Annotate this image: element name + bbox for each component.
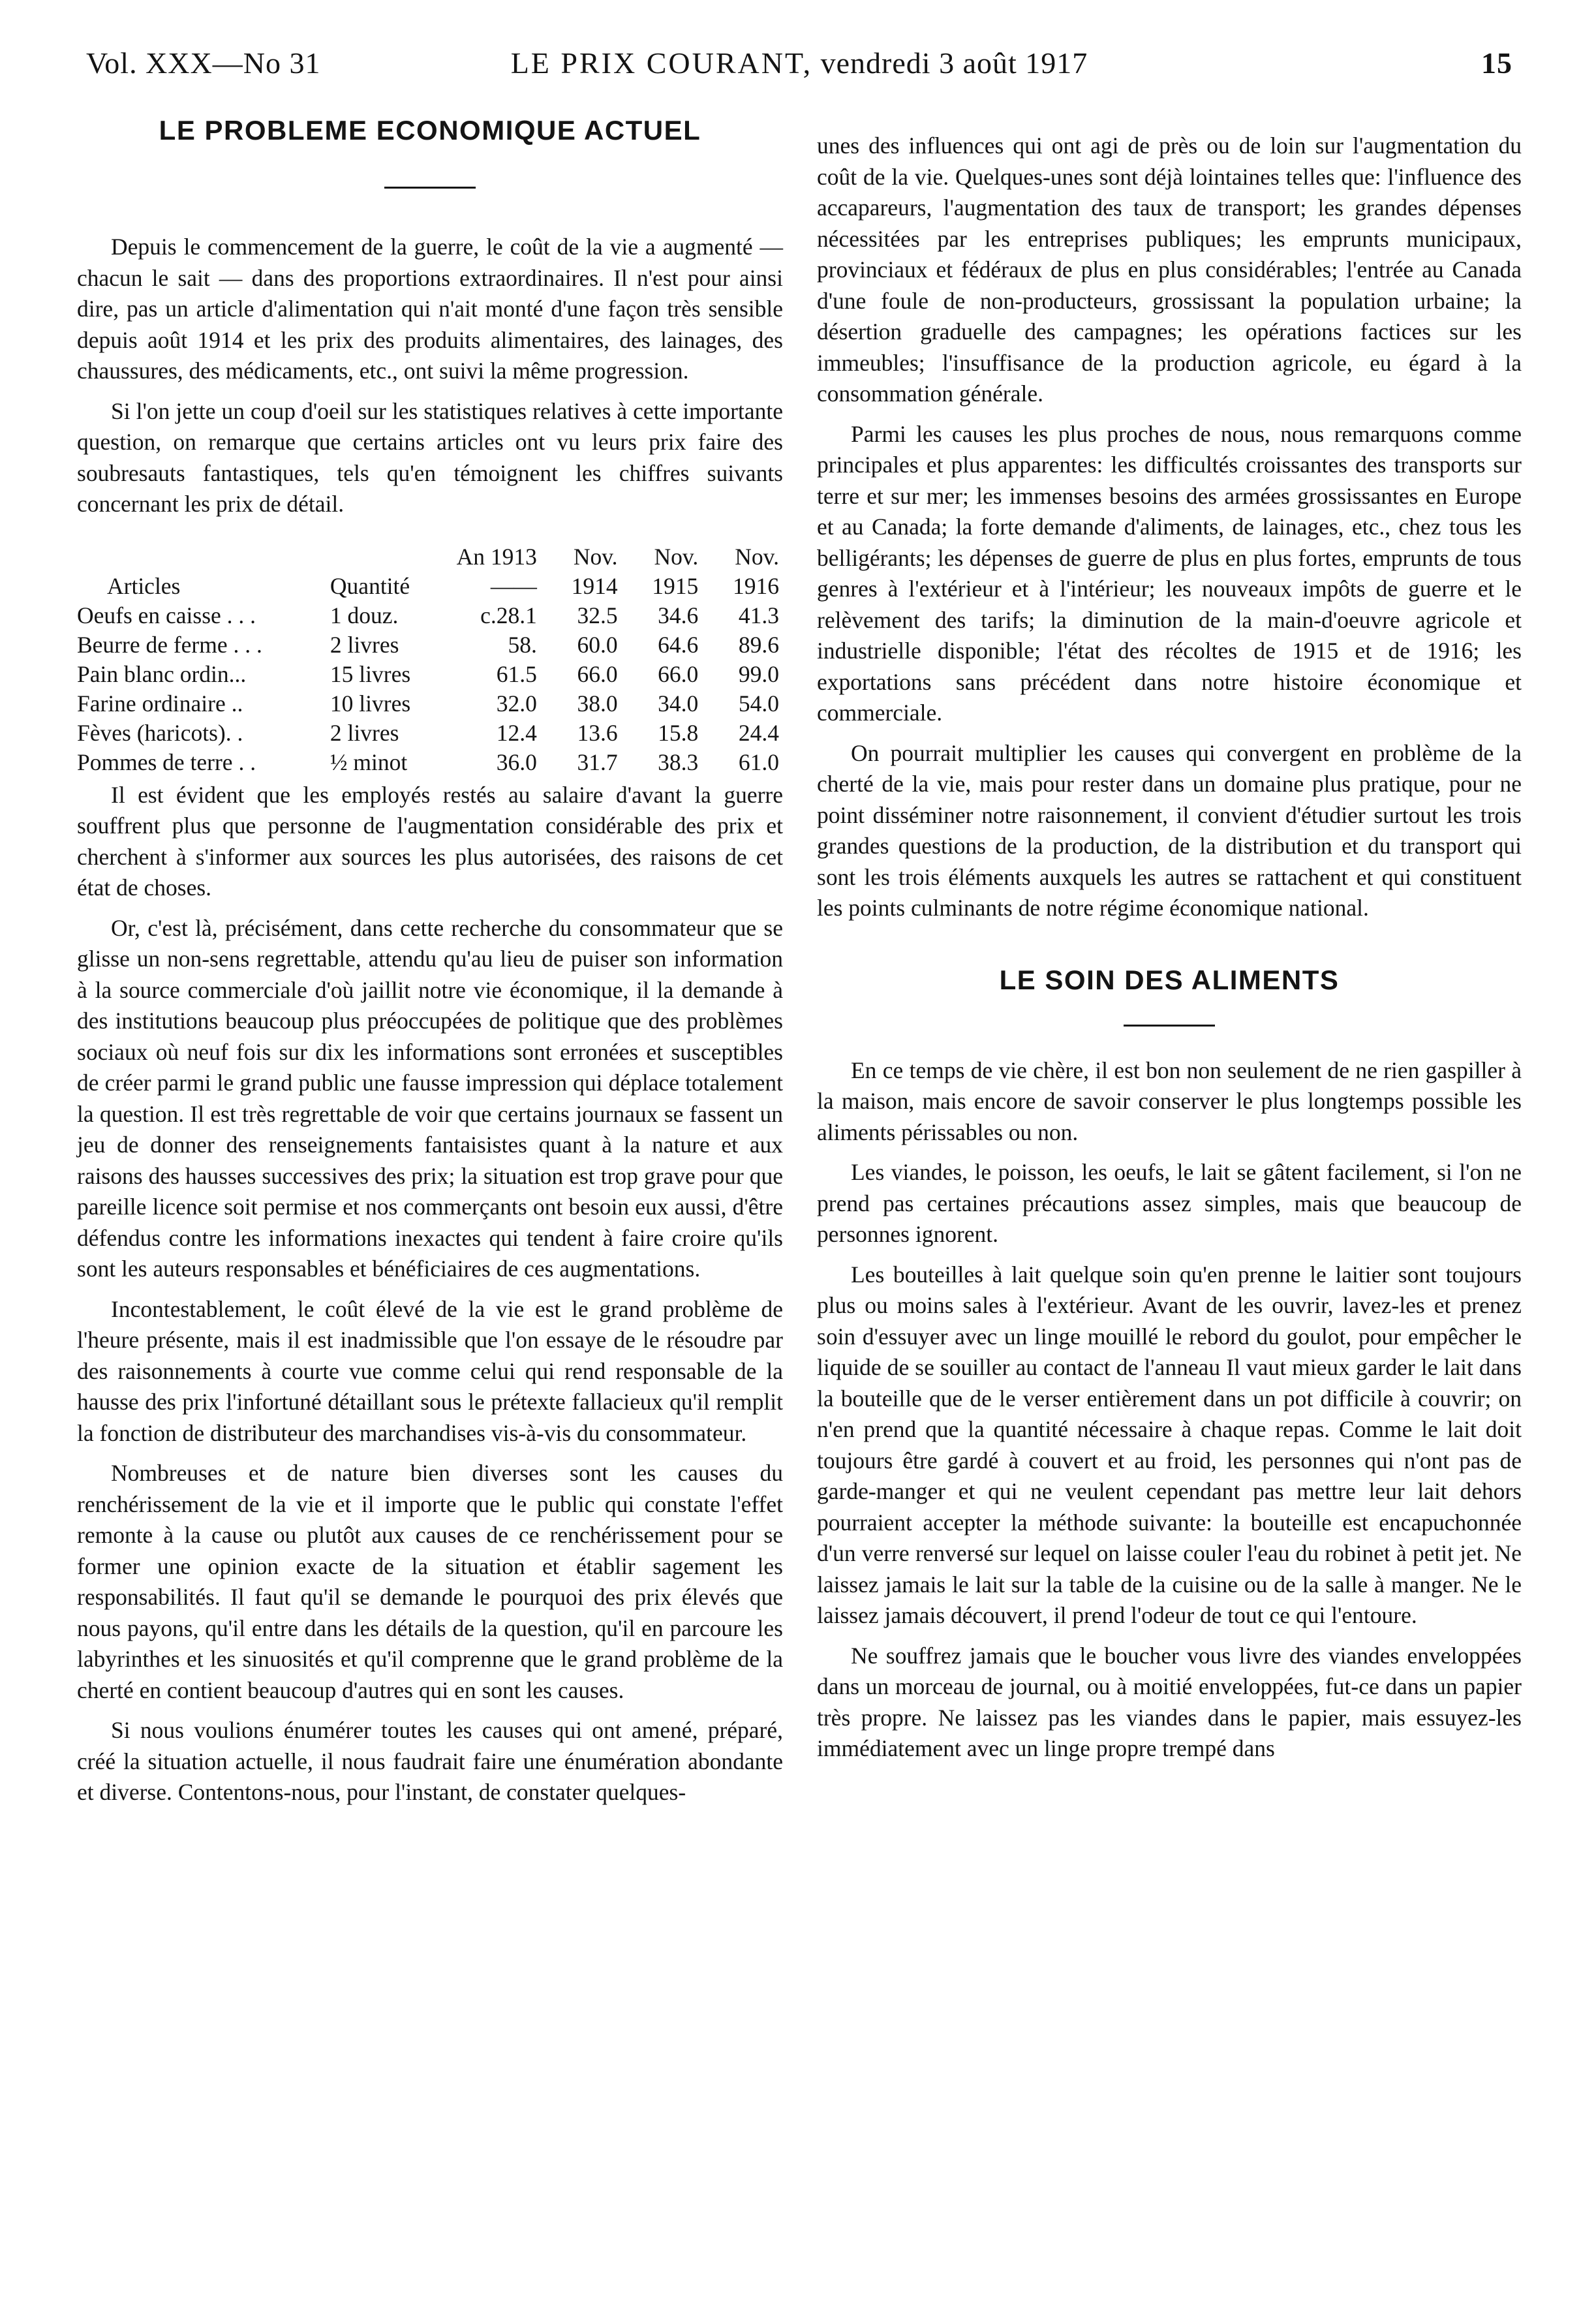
table-cell: Oeufs en caisse . . . bbox=[77, 602, 256, 628]
paragraph: Si l'on jette un coup d'oeil sur les statistiques relatives à cette importante question, on remarque que certains articles ont vu leurs prix faire des soubresauts fantastiques, tels qu'en témoignent les chiffres suivants concernant les prix de détail. bbox=[77, 397, 783, 517]
table-cell: 36.0 bbox=[496, 749, 537, 775]
table-cell: 64.6 bbox=[658, 631, 699, 658]
table-header-cell: Quantité bbox=[330, 572, 410, 599]
price-table bbox=[77, 542, 783, 777]
table-cell: 10 livres bbox=[330, 690, 411, 717]
table-cell: 41.3 bbox=[738, 602, 779, 628]
table-cell: 38.3 bbox=[658, 749, 699, 775]
table-cell: 61.5 bbox=[496, 660, 537, 687]
table-cell: 38.0 bbox=[577, 690, 618, 717]
article-title: LE SOIN DES ALIMENTS bbox=[999, 964, 1340, 995]
table-cell: 54.0 bbox=[738, 690, 779, 717]
table-cell: Farine ordinaire .. bbox=[77, 690, 243, 717]
paragraph: Parmi les causes les plus proches de nous, nous remarquons comme principales et plus apparentes: les difficultés croissantes des transports sur terre et sur mer; les immenses besoins des armées grossissantes en Europe et au Canada; la forte demande d'aliments, de lainages, etc., chez tous les belligérants; les dépenses de guerre de plus en plus fortes, emprunts de tous genres à l'extérieur et à l'intérieur; les nouveaux impôts de guerre et le relèvement des tarifs; la diminution de la main-d'oeuvre agricole et industrielle disponible; l'état des récoltes de 1915 et de 1916; les exportations sans précédent dans notre histoire économique et commerciale. bbox=[817, 420, 1522, 726]
table-cell: 34.6 bbox=[658, 602, 699, 628]
paragraph: unes des influences qui ont agi de près ou de loin sur l'augmentation du coût de la vie. Quelques-unes sont déjà lointaines telles que: l'influence des accapareurs, l'augmentation des taux de transport; les grandes dépenses nécessitées par les entreprises publiques; les emprunts municipaux, provinciaux et fédéraux de plus en plus considérables; l'entrée au Canada d'une foule de non-producteurs, grossissant la population urbaine; la désertion graduelle des campagnes; les opérations factices sur les immeubles; l'insuffisance de la production agricole, eu égard à la consommation générale. bbox=[817, 132, 1522, 407]
table-cell: 12.4 bbox=[496, 719, 537, 746]
table-cell: ½ minot bbox=[330, 749, 408, 775]
paragraph: On pourrait multiplier les causes qui convergent en problème de la cherté de la vie, mais pour rester dans un domaine plus pratique, pour ne point disséminer notre raisonnement, il convient d'étudier surtout les trois grandes questions de la production, de la distribution et du transport qui sont les trois éléments auxquels les autres se rattachent et qui constituent les points culminants de notre régime économique national. bbox=[817, 739, 1522, 921]
paragraph: Les bouteilles à lait quelque soin qu'en prenne le laitier sont toujours plus ou moins sales à l'extérieur. Avant de les ouvrir, lavez-les et prenez soin d'essuyer avec un linge mouillé le rebord du goulot, pour empêcher le liquide de se souiller au contact de l'anneau Il vaut mieux garder le lait dans la bouteille que de le verser entièrement dans un pot difficile à couvrir; on n'en prend que la quantité nécessaire à chaque repas. Comme le lait doit toujours être gardé à couvert et au froid, les personnes qui n'ont pas de garde-manger et qui ne veulent cependant pas mettre leur lait dehors pourraient accepter la méthode suivante: la bouteille est encapuchonnée d'un verre renversé sur lequel on laisse couler l'eau du robinet à petit jet. Ne laissez jamais le lait sur la table de la cuisine ou de la salle à manger. Ne le laissez jamais découvert, il prend l'odeur de tout ce qui l'entoure. bbox=[817, 1261, 1522, 1628]
paragraph: Incontestablement, le coût élevé de la vie est le grand problème de l'heure présente, mais il est inadmissible que l'on essaye de le résoudre par des raisonnements à courte vue comme celui qui rend responsable de la hausse des prix l'infortuné détaillant sous le prétexte fallacieux qu'il remplit la fonction de distributeur des marchandises vis-à-vis du consommateur. bbox=[77, 1295, 783, 1446]
paragraph: Or, c'est là, précisément, dans cette recherche du consommateur que se glisse un non-sens regrettable, attendu qu'au lieu de puiser son information à la source commerciale d'où jaillit notre vie économique, il la demande à des institutions beaucoup plus préoccupées de politique que des problèmes sociaux où neuf fois sur dix les informations sont erronées et susceptibles de créer parmi le grand public une fausse impression qui déplace totalement la question. Il est très regrettable de voir que certains journaux se fassent un jeu de donner des renseignements fantaisistes quant à la nature et aux raisons des hausses successives des prix; la situation est trop grave pour que pareille licence soit permise et nos commerçants ont besoin eux aussi, d'être défendus contre les informations inexactes qui tendent à faire croire qu'ils sont les auteurs responsables et bénéficiaires de ces augmentations. bbox=[77, 914, 783, 1282]
table-cell: 32.5 bbox=[577, 602, 618, 628]
table-cell: 2 livres bbox=[330, 631, 399, 658]
table-row bbox=[77, 630, 783, 660]
table-period-row bbox=[77, 542, 783, 572]
table-cell: 32.0 bbox=[496, 690, 537, 717]
table-cell: 99.0 bbox=[738, 660, 779, 687]
table-row bbox=[77, 660, 783, 689]
left-column bbox=[77, 115, 783, 1817]
table-cell: 31.7 bbox=[577, 749, 618, 775]
paragraph: En ce temps de vie chère, il est bon non seulement de ne rien gaspiller à la maison, mais encore de savoir conserver le plus longtemps possible les aliments périssables ou non. bbox=[817, 1057, 1522, 1145]
table-cell: 89.6 bbox=[738, 631, 779, 658]
table-cell: 61.0 bbox=[738, 749, 779, 775]
page-header bbox=[86, 46, 1512, 91]
table-cell: 24.4 bbox=[738, 719, 779, 746]
table-cell: 34.0 bbox=[658, 690, 699, 717]
paragraph: Si nous voulions énumérer toutes les causes qui ont amené, préparé, créé la situation actuelle, il nous faudrait faire une énumération abondante et diverse. Contentons-nous, pour l'instant, de constater quelques- bbox=[77, 1717, 783, 1805]
title-rule bbox=[384, 187, 476, 189]
issue-date: vendredi 3 août 1917 bbox=[820, 46, 1088, 80]
table-cell: 1 douz. bbox=[330, 602, 399, 628]
paragraph: Ne souffrez jamais que le boucher vous livre des viandes enveloppées dans un morceau de journal, ou à moitié enveloppées, fut-ce dans un papier très propre. Ne laissez pas les viandes dans le papier, mais essuyez-les immédiatement avec un linge propre trempé dans bbox=[817, 1642, 1522, 1761]
article-title: LE PROBLEME ECONOMIQUE ACTUEL bbox=[159, 115, 701, 146]
table-header-cell: Nov. bbox=[735, 543, 779, 570]
table-row bbox=[77, 748, 783, 777]
paragraph: Les viandes, le poisson, les oeufs, le lait se gâtent facilement, si l'on ne prend pas certaines précautions assez simples, mais que beaucoup de personnes ignorent. bbox=[817, 1159, 1522, 1247]
running-title bbox=[86, 46, 1512, 80]
table-cell: Pommes de terre . . bbox=[77, 749, 256, 775]
volume-number: Vol. XXX—No 31 bbox=[86, 46, 321, 80]
page-number: 15 bbox=[1481, 46, 1512, 80]
table-header-cell: Nov. bbox=[654, 543, 699, 570]
paragraph: Il est évident que les employés restés au salaire d'avant la guerre souffrent plus que personne de l'augmentation considérable des prix et cherchent à s'informer aux sources les plus autorisées, des raisons de cet état de choses. bbox=[77, 781, 783, 901]
table-cell: 13.6 bbox=[577, 719, 618, 746]
table-cell: 15.8 bbox=[658, 719, 699, 746]
title-rule bbox=[1124, 1025, 1215, 1027]
paragraph: Depuis le commencement de la guerre, le coût de la vie a augmenté — chacun le sait — dans des proportions extraordinaires. Il n'est pour ainsi dire, pas un article d'alimentation qui n'ait monté d'une façon très sensible depuis août 1914 et les prix des produits alimentaires, des lainages, des chaussures, des médicaments, etc., ont suivi la même progression. bbox=[77, 234, 783, 384]
table-header-cell: Articles bbox=[107, 572, 181, 599]
right-column bbox=[817, 131, 1522, 1774]
table-cell: Beurre de ferme . . . bbox=[77, 631, 262, 658]
table-cell: 66.0 bbox=[577, 660, 618, 687]
table-row bbox=[77, 719, 783, 748]
journal-name: LE PRIX COURANT, bbox=[510, 46, 813, 80]
table-row bbox=[77, 689, 783, 719]
table-row bbox=[77, 601, 783, 630]
table-header-cell: 1915 bbox=[652, 572, 699, 599]
table-header-cell: —— bbox=[490, 572, 537, 599]
table-cell: 2 livres bbox=[330, 719, 399, 746]
table-cell: Fèves (haricots). . bbox=[77, 719, 243, 746]
paragraph: Nombreuses et de nature bien diverses sont les causes du renchérissement de la vie et il importe que le public qui constate l'effet remonte à la cause ou plutôt aux causes de ce renchérissement pour se former une opinion exacte de la situation et établir sagement les responsabilités. Il faut qu'il se demande le pourquoi des prix élevés que nous payons, qu'il entre dans les détails de la question, qu'il en parcoure les labyrinthes et les sinuosités et qu'il comprenne que le grand problème de la cherté en contient beaucoup d'autres qui en sont les causes. bbox=[77, 1460, 783, 1703]
table-cell: 60.0 bbox=[577, 631, 618, 658]
table-header-row bbox=[77, 572, 783, 601]
table-cell: c.28.1 bbox=[480, 602, 537, 628]
table-header-cell: An 1913 bbox=[456, 543, 537, 570]
table-header-cell: Nov. bbox=[573, 543, 618, 570]
table-header-cell: 1914 bbox=[571, 572, 618, 599]
table-cell: 58. bbox=[508, 631, 537, 658]
table-cell: Pain blanc ordin... bbox=[77, 660, 247, 687]
table-cell: 15 livres bbox=[330, 660, 411, 687]
table-cell: 66.0 bbox=[658, 660, 699, 687]
table-header-cell: 1916 bbox=[733, 572, 779, 599]
